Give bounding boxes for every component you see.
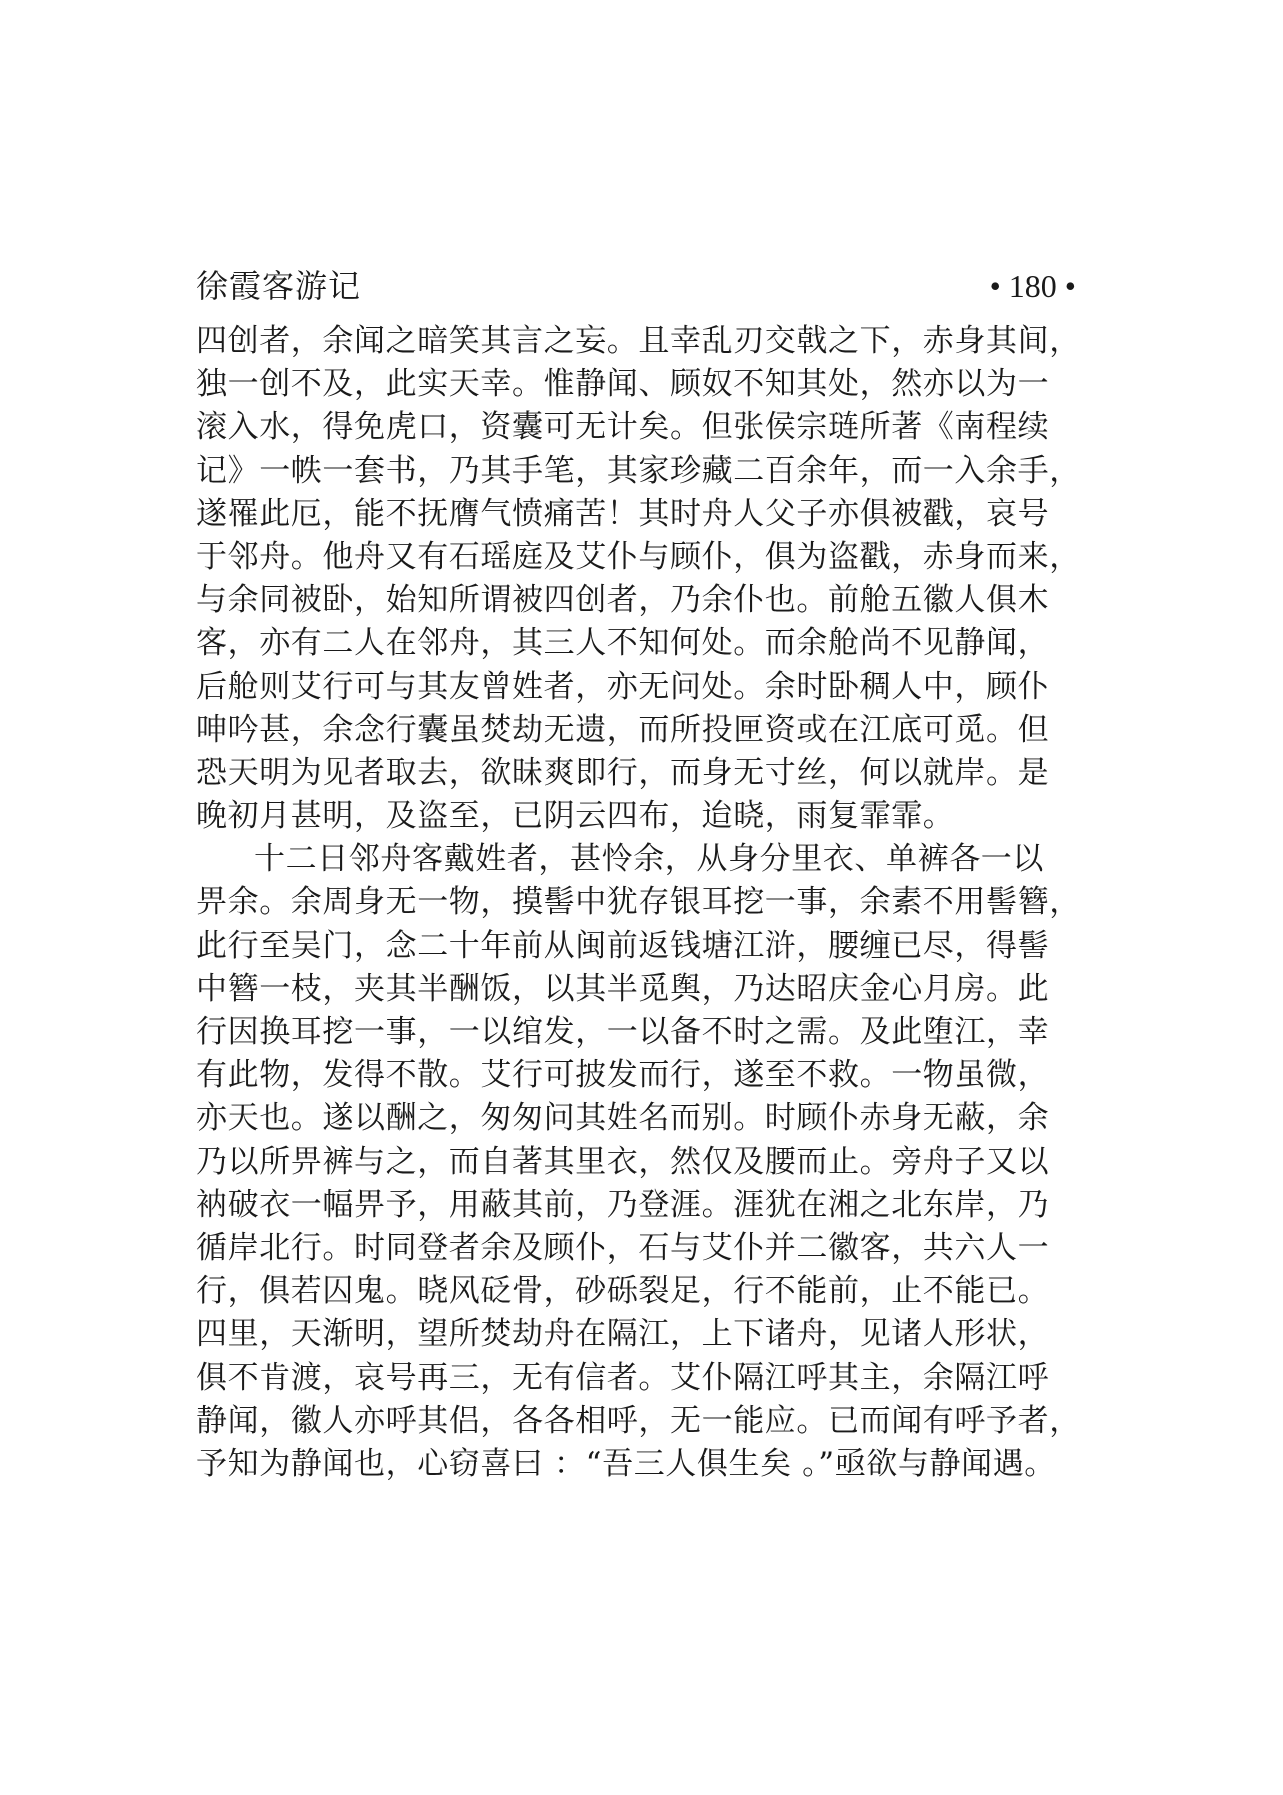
text-line: 晚初月甚明，及盗至，已阴云四布，迨晓，雨复霏霏。: [196, 798, 955, 835]
text-line: 恐天明为见者取去，欲昧爽即行，而身无寸丝，何以就岸。是: [196, 754, 1050, 791]
text-line: 衲破衣一幅畀予，用蔽其前，乃登涯。涯犹在湘之北东岸，乃: [196, 1186, 1050, 1223]
text-line: 独一创不及，此实天幸。惟静闻、顾奴不知其处，然亦以为一: [196, 366, 1050, 403]
book-page: [196, 262, 1096, 1562]
text-line: 予知为静闻也，心窃喜曰 ：“吾三人俱生矣 。”亟欲与静闻遇。: [196, 1445, 1056, 1482]
text-line: 中簪一枝，夹其半酬饭，以其半觅舆，乃达昭庆金心月房。此: [196, 970, 1050, 1007]
text-line: 滚入水，得免虎口，资囊可无计矣。但张侯宗琏所著《南程续: [196, 409, 1050, 446]
text-line: 有此物，发得不散。艾行可披发而行，遂至不救。一物虽微，: [196, 1057, 1050, 1094]
text-line: 循岸北行。时同登者余及顾仆，石与艾仆并二徽客，共六人一: [196, 1229, 1050, 1266]
page-number: • 180 •: [989, 268, 1076, 304]
text-line: 四里，天渐明，望所焚劫舟在隔江，上下诸舟，见诸人形状，: [196, 1316, 1050, 1353]
text-line: 与余同被卧，始知所谓被四创者，乃余仆也。前舱五徽人俱木: [196, 582, 1050, 619]
text-line: 呻吟甚，余念行囊虽焚劫无遗，而所投匣资或在江底可觅。但: [196, 711, 1050, 748]
body-text: [196, 320, 1096, 1486]
text-line: 亦天也。遂以酬之，匆匆问其姓名而别。时顾仆赤身无蔽，余: [196, 1100, 1050, 1137]
book-title: 徐霞客游记: [196, 267, 362, 305]
text-line: 静闻，徽人亦呼其侣，各各相呼，无一能应。已而闻有呼予者，: [196, 1402, 1081, 1439]
text-line: 行因换耳挖一事，一以绾发，一以备不时之需。及此堕江，幸: [196, 1014, 1050, 1050]
text-line: 记》一帙一套书，乃其手笔，其家珍藏二百余年，而一入余手，: [196, 452, 1081, 489]
running-head: [196, 262, 1076, 310]
text-line: 后舱则艾行可与其友曾姓者，亦无问处。余时卧稠人中，顾仆: [196, 668, 1050, 705]
text-line: 畀余。余周身无一物，摸髻中犹存银耳挖一事，余素不用髻簪，: [196, 884, 1081, 921]
text-line: 乃以所畀裤与之，而自著其里衣，然仅及腰而止。旁舟子又以: [196, 1143, 1050, 1180]
text-line: 客，亦有二人在邻舟，其三人不知何处。而余舱尚不见静闻，: [196, 625, 1050, 662]
text-line: 于邻舟。他舟又有石瑶庭及艾仆与顾仆，俱为盗戳，赤身而来，: [196, 538, 1081, 575]
text-line: 此行至吴门，念二十年前从闽前返钱塘江浒，腰缠已尽，得髻: [196, 927, 1050, 964]
text-line: 遂罹此厄，能不抚膺气愤痛苦！其时舟人父子亦俱被戳，哀号: [196, 495, 1050, 532]
paragraph-start-line: 十二日邻舟客戴姓者，甚怜余，从身分里衣、单裤各一以: [254, 841, 1044, 878]
text-line: 俱不肯渡，哀号再三，无有信者。艾仆隔江呼其主，余隔江呼: [196, 1359, 1050, 1396]
text-line: 四创者，余闻之暗笑其言之妄。且幸乱刃交戟之下，赤身其间，: [196, 323, 1081, 359]
text-line: 行，俱若囚鬼。晓风砭骨，砂砾裂足，行不能前，止不能已。: [196, 1273, 1050, 1310]
